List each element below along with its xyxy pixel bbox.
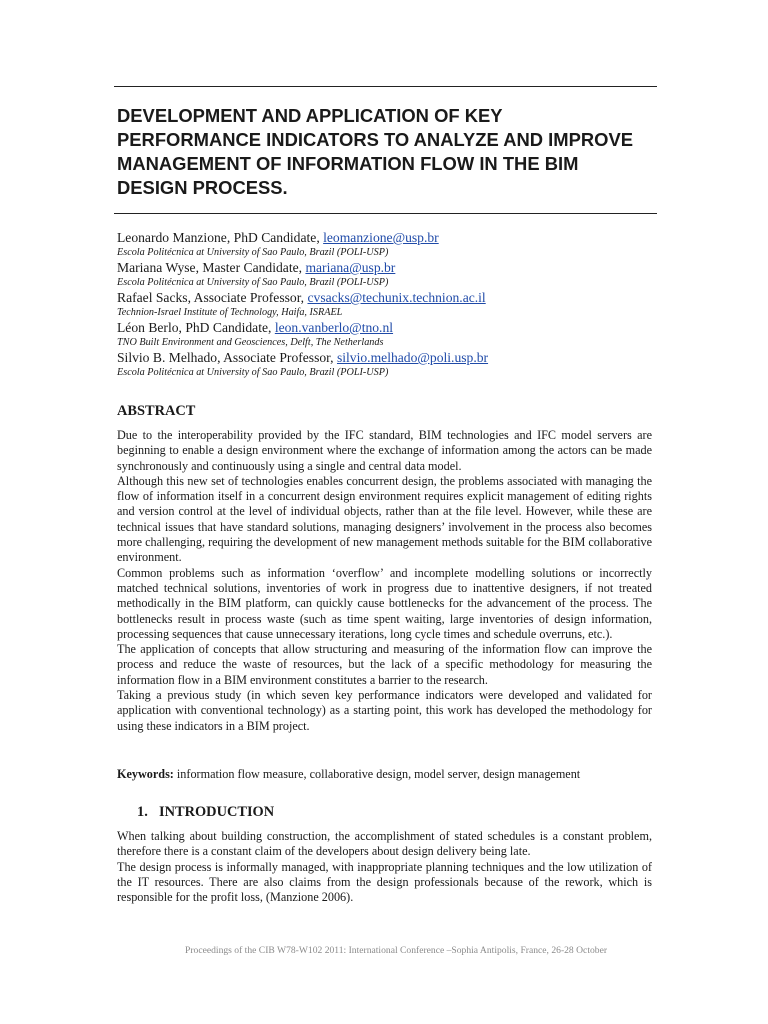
- author-email-link[interactable]: cvsacks@techunix.technion.ac.il: [307, 290, 486, 305]
- author-entry: [117, 229, 662, 259]
- introduction-heading: [137, 804, 274, 821]
- author-entry: [117, 319, 662, 349]
- author-line: [117, 289, 662, 306]
- author-email-link[interactable]: leon.vanberlo@tno.nl: [274, 320, 394, 335]
- title-line: MANAGEMENT OF INFORMATION FLOW IN THE BIM: [117, 153, 579, 174]
- author-name: Mariana Wyse, Master Candidate,: [117, 260, 306, 275]
- author-email-link[interactable]: mariana@usp.br: [305, 260, 396, 275]
- author-affiliation: Escola Politécnica at University of Sao Paulo, Brazil (POLI-USP): [117, 247, 389, 258]
- author-name: Leonardo Manzione, PhD Candidate,: [117, 230, 324, 245]
- section-title: INTRODUCTION: [159, 804, 275, 820]
- paper-title: [117, 104, 662, 200]
- abstract-paragraph: Although this new set of technologies enables concurrent design, the problems associated with managing the flow of information itself in a concurrent design environment requires explicit management of editing rights and version control at the level of individual objects, rather than at the file level. However, while these are technical issues that have standard solutions, managing designers’ involvement in the process also becomes more challenging, requiring the development of new management methods suitable for the BIM collaborative environment.: [117, 473, 652, 565]
- author-affiliation: Escola Politécnica at University of Sao Paulo, Brazil (POLI-USP): [117, 367, 389, 378]
- abstract-paragraph: Common problems such as information ‘overflow’ and incomplete modelling solutions or incorrectly matched technical solutions, inventories of work in progress due to inattentive designers, if not treated methodically in the BIM platform, can quickly cause bottlenecks for the advancement of the process. The bottlenecks result in process waste (such as time spent waiting, large inventories of design information, processing sequences that cause unnecessary iterations, long cycle times and schedule overruns, etc.).: [117, 565, 652, 641]
- introduction-body: [117, 829, 652, 905]
- title-line: DEVELOPMENT AND APPLICATION OF KEY: [117, 105, 503, 126]
- author-name: Léon Berlo, PhD Candidate,: [117, 320, 275, 335]
- author-affiliation: Technion-Israel Institute of Technology, Haifa, ISRAEL: [117, 307, 343, 318]
- author-line: [117, 229, 662, 246]
- introduction-paragraph: The design process is informally managed, with inappropriate planning techniques and the low utilization of the IT resources. There are also claims from the design professionals because of the rework, which is responsible for the profit loss, (Manzione 2006).: [117, 859, 652, 905]
- keywords-label: Keywords:: [117, 767, 174, 781]
- abstract-paragraph: Taking a previous study (in which seven key performance indicators were developed and validated for application with conventional technology) as a starting point, this work has developed the methodology for using these indicators in a BIM project.: [117, 688, 652, 733]
- author-line: [117, 259, 662, 276]
- title-bottom-rule: [114, 213, 657, 214]
- abstract-paragraph: Due to the interoperability provided by the IFC standard, BIM technologies and IFC model servers are beginning to enable a design environment where the exchange of information among the actors can be made synchronously and continuously using a single and central data model.: [117, 428, 652, 473]
- author-affiliation: Escola Politécnica at University of Sao Paulo, Brazil (POLI-USP): [117, 277, 389, 288]
- author-email-link[interactable]: leomanzione@usp.br: [323, 230, 439, 245]
- author-list: [117, 229, 662, 379]
- author-line: [117, 349, 662, 366]
- page-footer: Proceedings of the CIB W78-W102 2011: International Conference –Sophia Antipolis, France, 26-28 October: [185, 945, 608, 956]
- author-name: Silvio B. Melhado, Associate Professor,: [117, 350, 337, 365]
- author-entry: [117, 259, 662, 289]
- author-entry: [117, 289, 662, 319]
- abstract-paragraph: The application of concepts that allow structuring and measuring of the information flow can improve the process and reduce the waste of resources, but the lack of a specific methodology for measuring the information flow in a BIM environment constitutes a barrier to the research.: [117, 642, 652, 687]
- author-line: [117, 319, 662, 336]
- title-line: DESIGN PROCESS.: [117, 177, 288, 198]
- abstract-heading: ABSTRACT: [117, 403, 196, 419]
- section-number: 1.: [137, 804, 148, 820]
- keywords-text: information flow measure, collaborative design, model server, design management: [173, 767, 581, 781]
- title-top-rule: [114, 86, 657, 87]
- keywords-line: [117, 767, 662, 782]
- author-entry: [117, 349, 662, 379]
- abstract-body: [117, 428, 652, 734]
- author-affiliation: TNO Built Environment and Geosciences, Delft, The Netherlands: [117, 337, 384, 348]
- author-name: Rafael Sacks, Associate Professor,: [117, 290, 308, 305]
- title-line: PERFORMANCE INDICATORS TO ANALYZE AND IMPROVE: [117, 129, 633, 150]
- author-email-link[interactable]: silvio.melhado@poli.usp.br: [336, 350, 489, 365]
- introduction-paragraph: When talking about building construction, the accomplishment of stated schedules is a constant problem, therefore there is a constant claim of the developers about design delivery being late.: [117, 829, 652, 859]
